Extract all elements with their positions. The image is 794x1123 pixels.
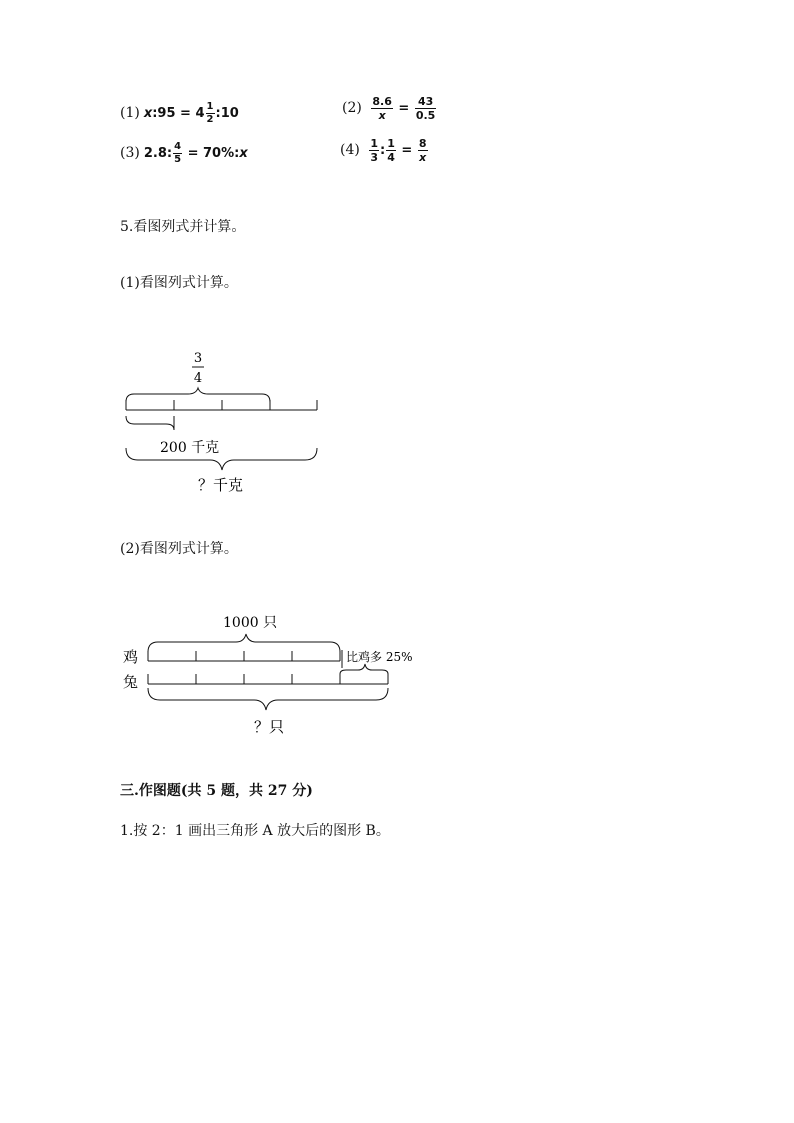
sub2-label: (2)看图列式计算。	[120, 541, 238, 557]
equation-4: (4) $\frac{1}{3}$ : $\frac{1}{4}$ = $\frac{8}{x}$	[340, 137, 427, 164]
equation-1: (1) x:95 = 4 $\frac{1}{2}$ :10	[120, 101, 239, 125]
known-label: 200 千克	[160, 440, 220, 456]
rabbit-brace	[148, 688, 388, 710]
fraction-den: 4	[193, 371, 203, 386]
equation-index: (1)	[120, 105, 140, 121]
unknown-label: ？千克	[198, 476, 244, 494]
known-label: 1000 只	[223, 615, 278, 631]
section5-title: 5.看图列式并计算。	[120, 219, 246, 235]
equation-2: (2) $\frac{8.6}{x}$ = $\frac{43}{0.5}$	[342, 95, 436, 122]
equation-3: (3) 2.8: $\frac{4}{5}$ = 70%:x	[120, 141, 248, 165]
extra-label: 比鸡多 25%	[346, 650, 413, 664]
equation-index: (3)	[120, 145, 140, 161]
chicken-brace	[148, 634, 340, 652]
sub1-label: (1)看图列式计算。	[120, 275, 238, 291]
unknown-label: ？只	[254, 718, 285, 736]
equation-index: (4)	[340, 142, 360, 158]
row-label-chicken: 鸡	[123, 648, 139, 666]
fraction-num: 3	[193, 351, 203, 366]
row-label-rabbit: 兔	[123, 673, 139, 691]
extra-brace	[340, 664, 388, 674]
section3-heading: 三.作图题(共 5 题，共 27 分)	[120, 783, 313, 799]
equation-index: (2)	[342, 100, 362, 116]
section3-q1: 1.按 2：1 画出三角形 A 放大后的图形 B。	[120, 823, 390, 839]
